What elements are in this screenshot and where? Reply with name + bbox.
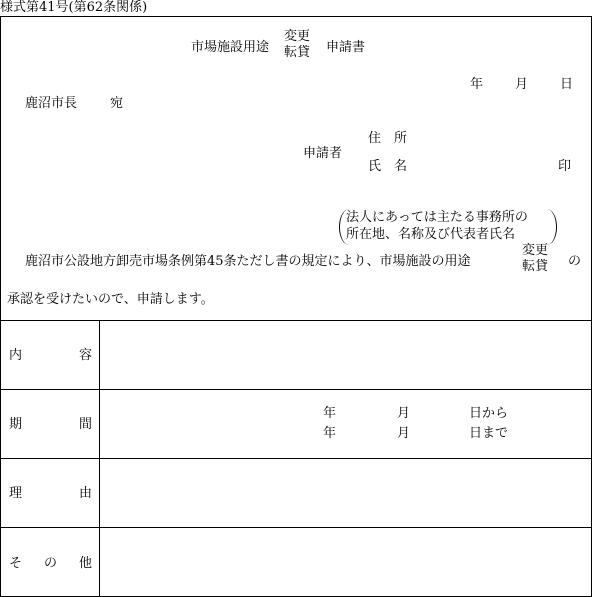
body-option-change: 変更 (522, 243, 549, 258)
row-label-char: 内 (9, 348, 23, 363)
period-start-month: 月 (397, 406, 411, 421)
body-line-1: 鹿沼市公設地方卸売市場条例第45条ただし書の規定により、市場施設の用途 (25, 254, 471, 269)
title-prefix: 市場施設用途 (191, 40, 270, 55)
period-start-day: 日から (469, 406, 509, 421)
body-line-2: 承認を受けたいので、申請します。 (7, 292, 214, 307)
content-input-cell[interactable] (101, 322, 589, 387)
applicant-label: 申請者 (303, 146, 343, 161)
date-year: 年 (470, 77, 484, 92)
row-label-char: 理 (9, 486, 23, 501)
body-particle: の (568, 254, 582, 269)
row-label-char: 間 (79, 417, 93, 432)
note-line-2: 所在地、名称及び代表者氏名 (346, 227, 516, 242)
row-label-char: 他 (79, 556, 93, 571)
row-label-char: 容 (79, 348, 93, 363)
date-month: 月 (515, 77, 529, 92)
reason-input-cell[interactable] (101, 460, 589, 525)
period-end-month: 月 (397, 426, 411, 441)
body-option-sublease: 転貸 (522, 259, 549, 274)
period-end-year: 年 (323, 426, 337, 441)
date-day: 日 (560, 77, 574, 92)
note-line-1: 法人にあっては主たる事務所の (346, 210, 528, 225)
title-suffix: 申請書 (326, 40, 366, 55)
addressee-honorific: 宛 (110, 96, 124, 111)
applicant-address-label: 住 所 (368, 131, 408, 146)
row-label-char: 由 (79, 486, 93, 501)
row-label-char: の (44, 556, 58, 571)
seal-mark: 印 (558, 159, 572, 174)
period-input-cell[interactable] (101, 391, 589, 456)
title-option-sublease: 転貸 (284, 45, 311, 60)
other-input-cell[interactable] (101, 529, 589, 594)
period-start-year: 年 (323, 406, 337, 421)
corporate-applicant-note (339, 209, 557, 245)
body-option-stack (522, 243, 548, 275)
applicant-name-label: 氏 名 (368, 159, 408, 174)
application-form (0, 16, 592, 597)
table-row-divider (1, 527, 591, 528)
table-column-divider (99, 320, 100, 596)
form-number: 様式第41号(第62条関係) (0, 0, 148, 15)
table-row-divider (1, 389, 591, 390)
title-option-stack (284, 29, 310, 61)
period-end-day: 日まで (469, 426, 509, 441)
title-option-change: 変更 (284, 29, 311, 44)
row-label-char: そ (9, 556, 23, 571)
addressee-name: 鹿沼市長 (25, 96, 78, 111)
table-top-border (1, 320, 591, 321)
row-label-char: 期 (9, 417, 23, 432)
table-row-divider (1, 458, 591, 459)
